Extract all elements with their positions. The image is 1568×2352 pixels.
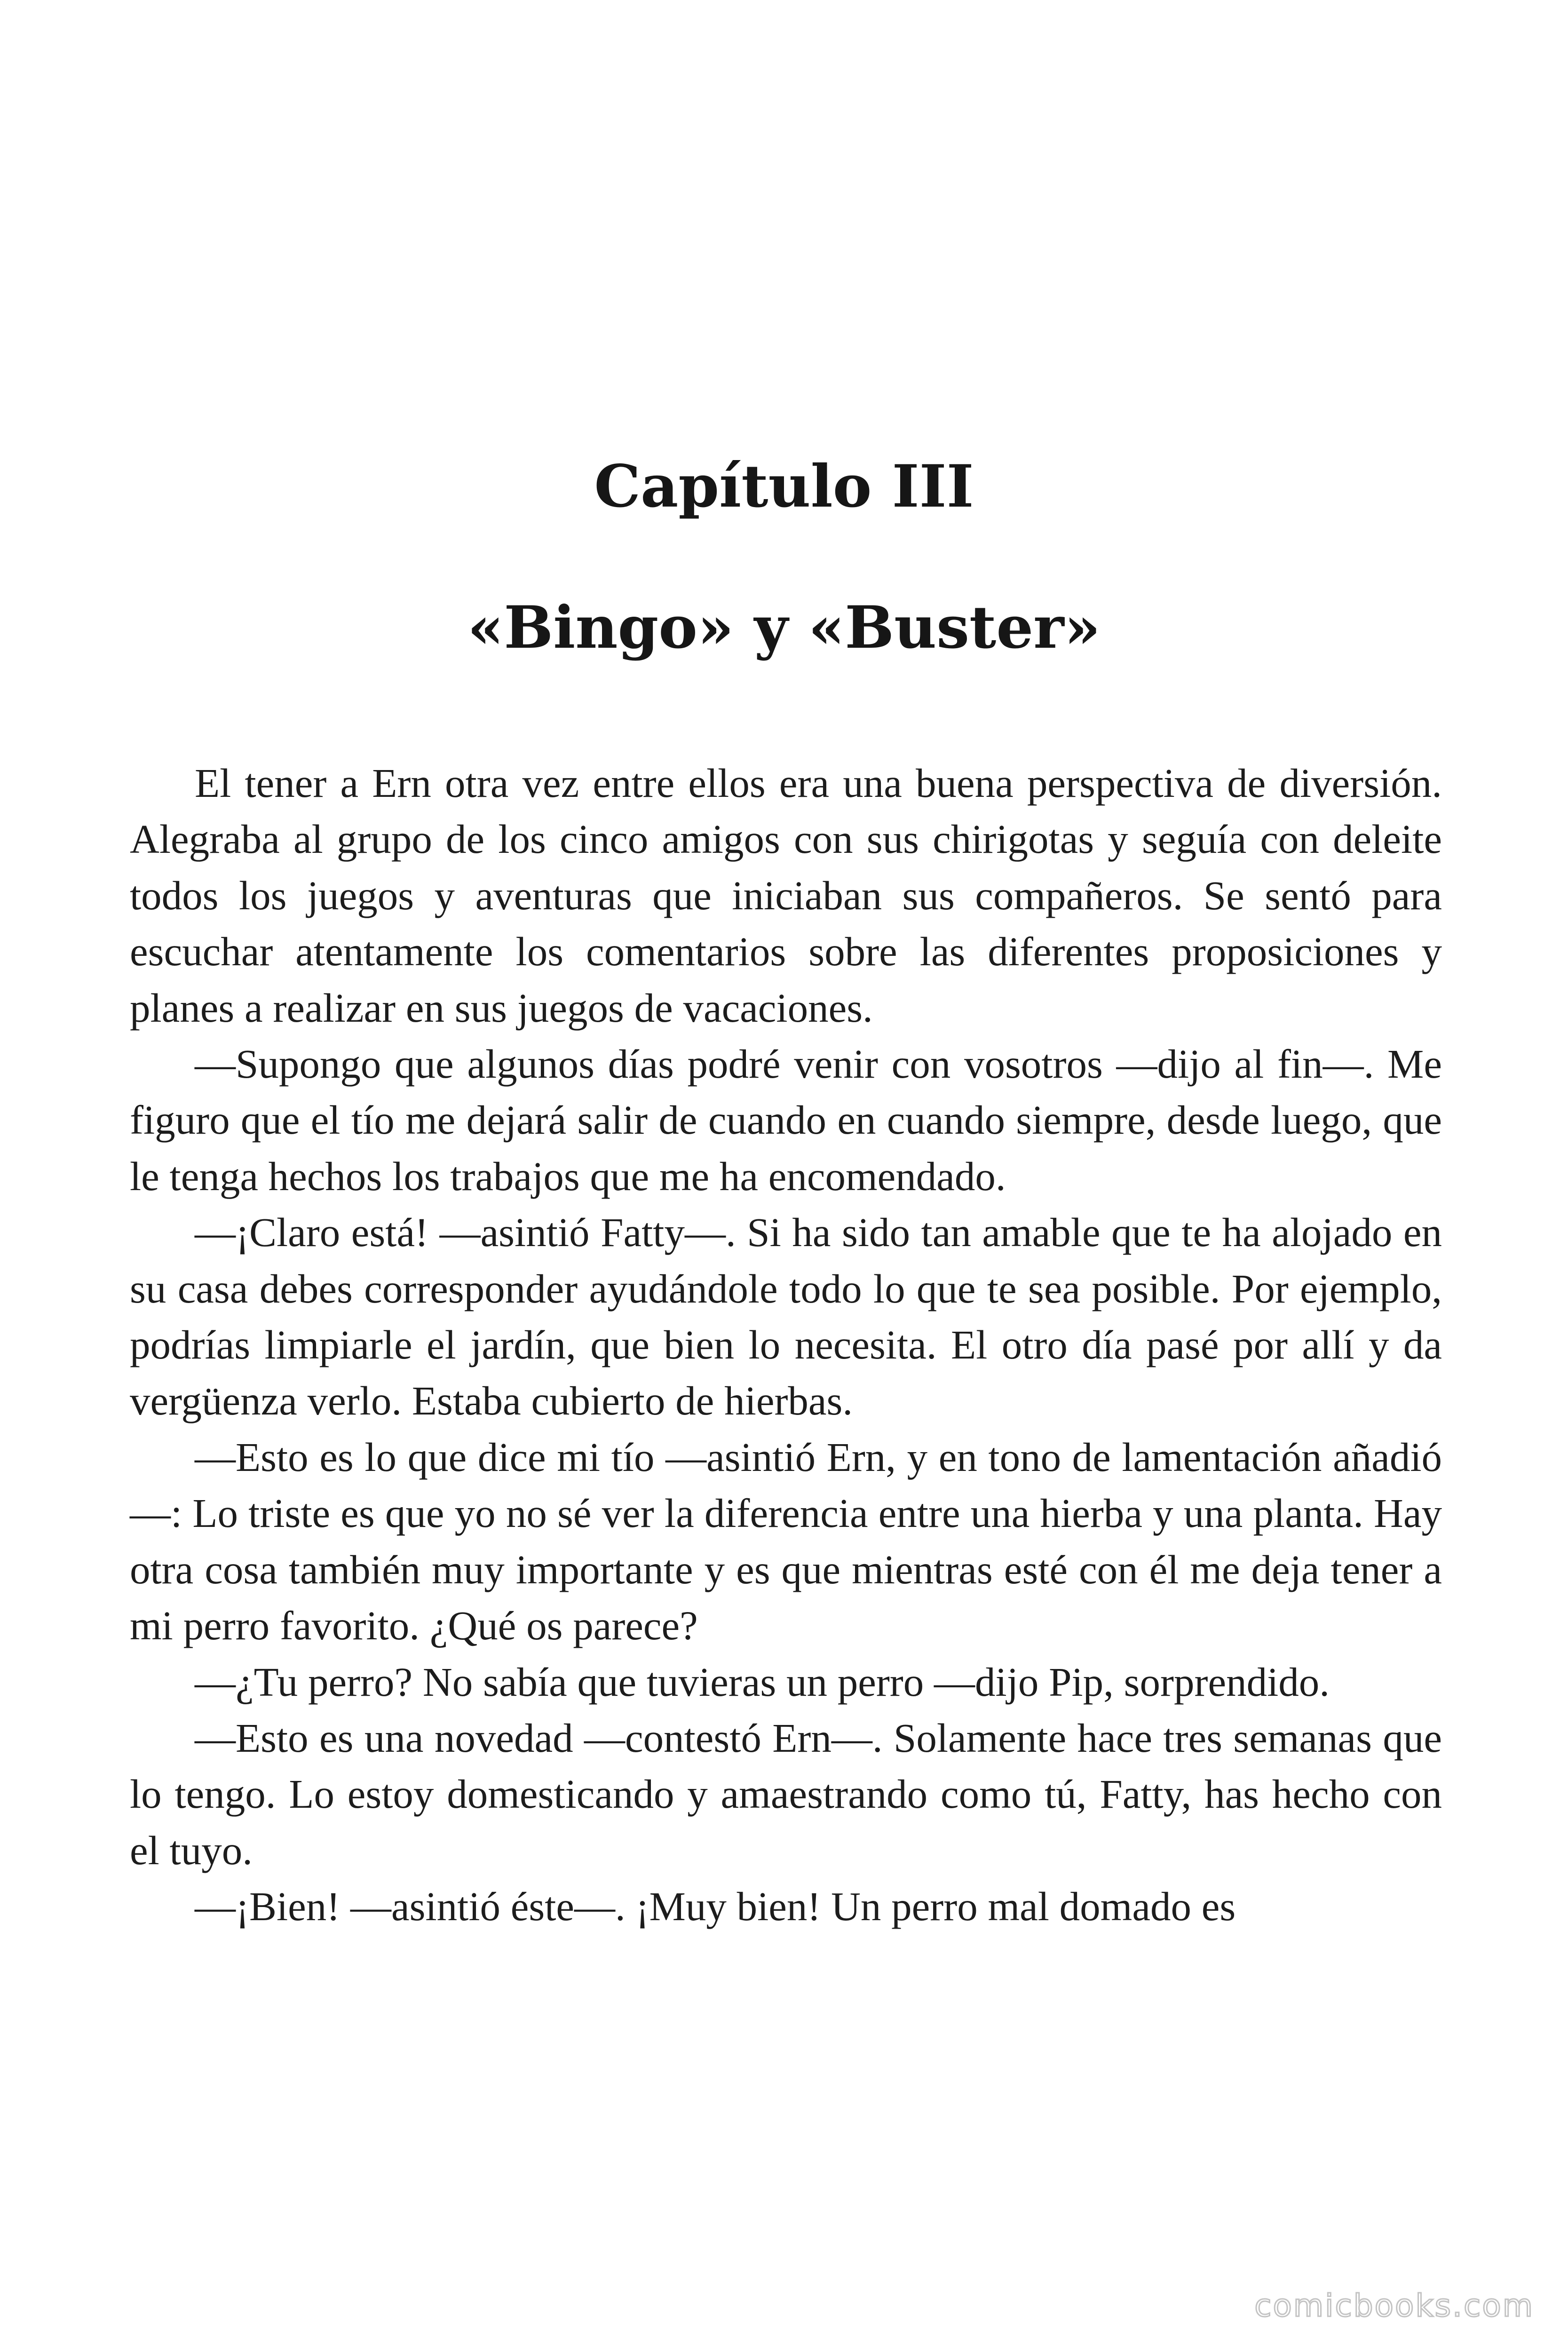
watermark: comicbooks.com [1254,2288,1534,2324]
paragraph: —¡Claro está! —asintió Fatty—. Si ha sido tan amable que te ha alojado en su casa debes corresponder ayudándole todo lo que te sea posible. Por ejemplo, podrías limpiarle el jardín, que bien lo necesita. El otro día pasé por allí y da vergüenza verlo. Estaba cubierto de hierbas. [130,1209,1442,1424]
paragraph: —¡Bien! —asintió éste—. ¡Muy bien! Un perro mal domado es [195,1883,1236,1930]
paragraph: —¿Tu perro? No sabía que tuvieras un perro —dijo Pip, sorprendido. [195,1659,1330,1705]
paragraph: —Esto es lo que dice mi tío —asintió Ern, y en tono de lamentación añadió—: Lo triste es que yo no sé ver la diferencia entre una hierba y una planta. Hay otra cosa también muy importante y es que mientras esté con él me deja tener a mi perro favorito. ¿Qué os parece? [130,1434,1442,1649]
paragraph: El tener a Ern otra vez entre ellos era una buena perspectiva de diversión. Alegraba al grupo de los cinco amigos con sus chirigotas y seguía con deleite todos los juegos y aventuras que iniciaban sus compañeros. Se sentó para escuchar atentamente los comentarios sobre las diferentes proposiciones y planes a realizar en sus juegos de vacaciones. [130,760,1442,1031]
chapter-body [130,755,1442,1935]
paragraph: —Supongo que algunos días podré venir con vosotros —dijo al fin—. Me figuro que el tío me dejará salir de cuando en cuando siempre, desde luego, que le tenga hechos los trabajos que me ha encomendado. [130,1041,1442,1199]
paragraph: —Esto es una novedad —contestó Ern—. Solamente hace tres semanas que lo tengo. Lo estoy domesticando y amaestrando como tú, Fatty, has hecho con el tuyo. [130,1715,1442,1873]
chapter-number: Capítulo III [594,453,974,521]
chapter-title: «Bingo» y «Buster» [467,594,1101,662]
